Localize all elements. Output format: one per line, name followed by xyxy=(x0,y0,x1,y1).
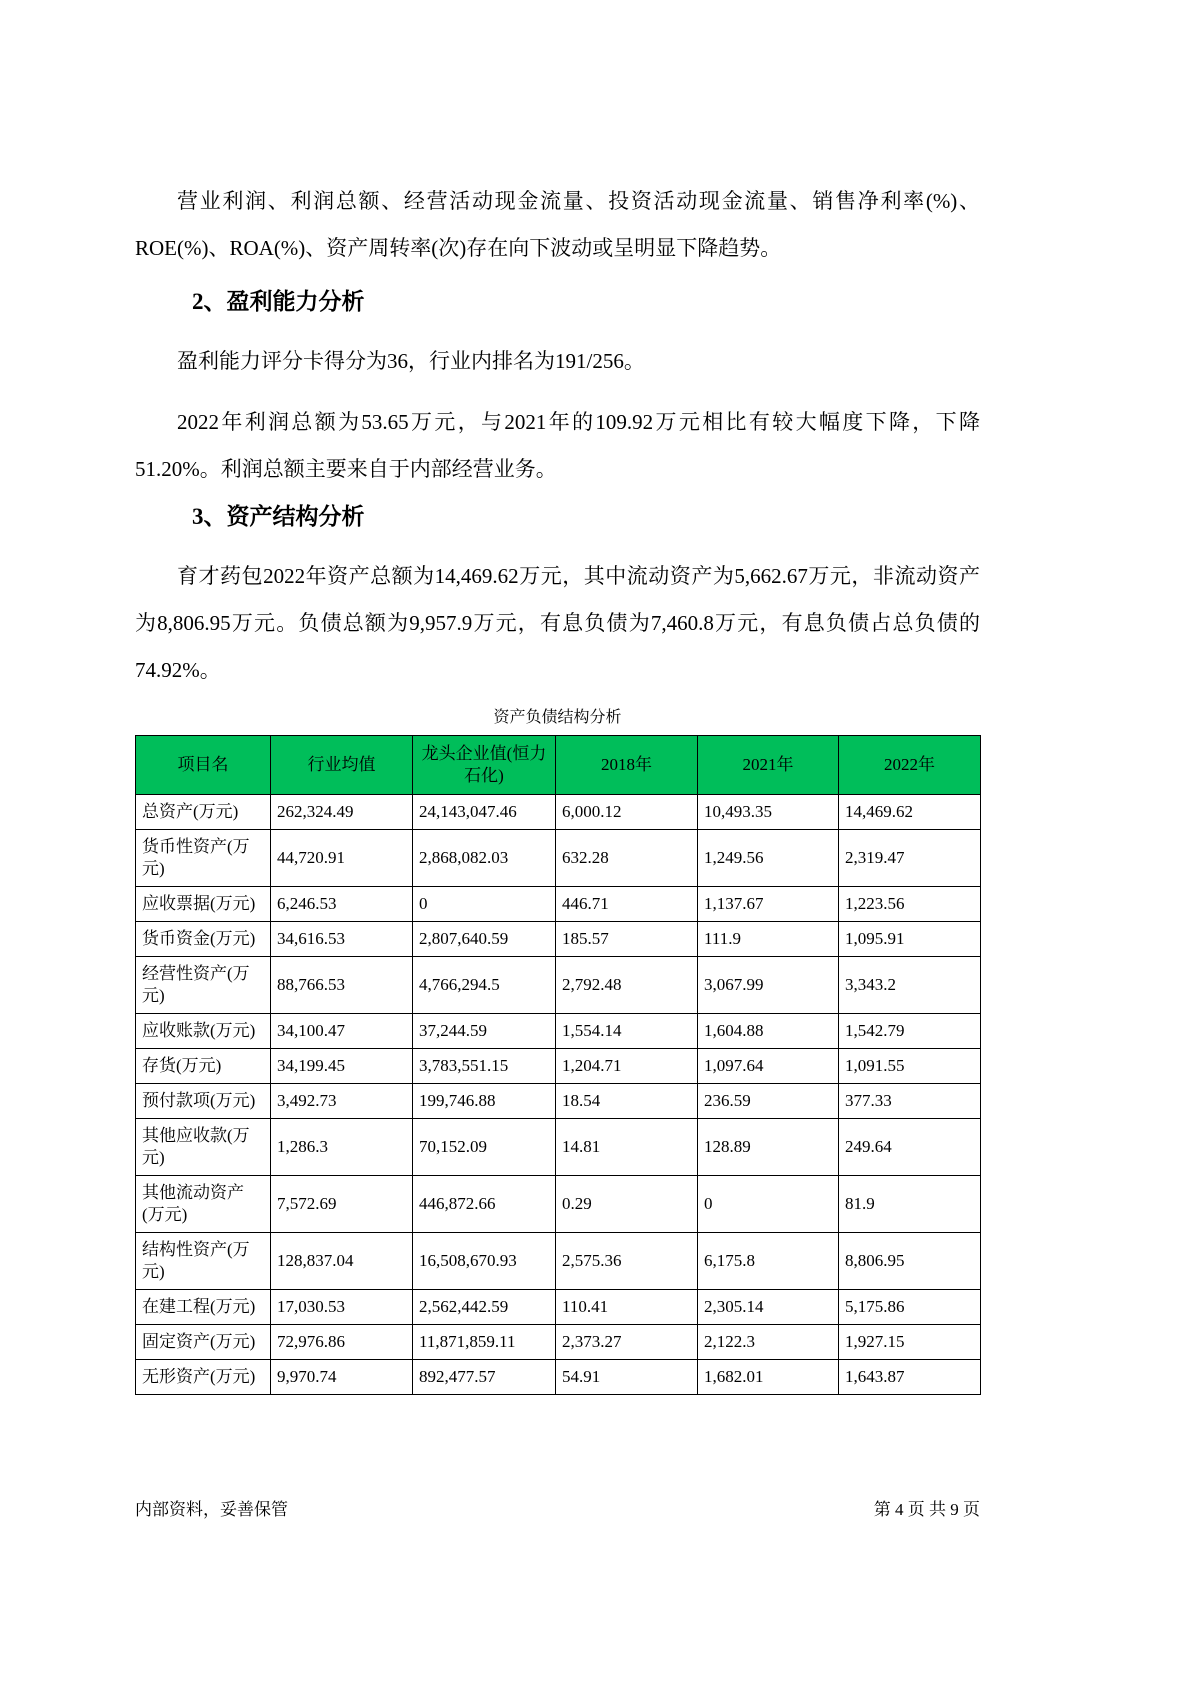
value-cell: 236.59 xyxy=(698,1084,839,1119)
row-label-cell: 应收票据(万元) xyxy=(136,887,271,922)
section-heading-profitability: 2、盈利能力分析 xyxy=(192,289,365,314)
column-header-industry-avg: 行业均值 xyxy=(271,736,413,795)
value-cell: 111.9 xyxy=(698,922,839,957)
value-cell: 9,970.74 xyxy=(271,1360,413,1395)
value-cell: 44,720.91 xyxy=(271,830,413,887)
row-label-cell: 无形资产(万元) xyxy=(136,1360,271,1395)
value-cell: 88,766.53 xyxy=(271,957,413,1014)
table-row xyxy=(136,1119,981,1176)
value-cell: 3,067.99 xyxy=(698,957,839,1014)
paragraph-asset-summary: 育才药包2022年资产总额为14,469.62万元，其中流动资产为5,662.67万元，非流动资产为8,806.95万元。负债总额为9,957.9万元，有息负债为7,460.8万元，有息负债占总负债的74.92%。 xyxy=(135,564,980,682)
value-cell: 3,492.73 xyxy=(271,1084,413,1119)
value-cell: 2,122.3 xyxy=(698,1325,839,1360)
value-cell: 1,643.87 xyxy=(839,1360,981,1395)
value-cell: 54.91 xyxy=(556,1360,698,1395)
value-cell: 1,682.01 xyxy=(698,1360,839,1395)
value-cell: 34,199.45 xyxy=(271,1049,413,1084)
value-cell: 2,792.48 xyxy=(556,957,698,1014)
value-cell: 185.57 xyxy=(556,922,698,957)
value-cell: 18.54 xyxy=(556,1084,698,1119)
column-header-2018: 2018年 xyxy=(556,736,698,795)
value-cell: 377.33 xyxy=(839,1084,981,1119)
value-cell: 1,204.71 xyxy=(556,1049,698,1084)
table-row xyxy=(136,922,981,957)
row-label-cell: 应收账款(万元) xyxy=(136,1014,271,1049)
value-cell: 34,616.53 xyxy=(271,922,413,957)
value-cell: 2,305.14 xyxy=(698,1290,839,1325)
value-cell: 892,477.57 xyxy=(413,1360,556,1395)
column-header-leader: 龙头企业值(恒力石化) xyxy=(413,736,556,795)
table-row xyxy=(136,1084,981,1119)
value-cell: 0.29 xyxy=(556,1176,698,1233)
paragraph-financial-trend: 营业利润、利润总额、经营活动现金流量、投资活动现金流量、销售净利率(%)、ROE(%)、ROA(%)、资产周转率(次)存在向下波动或呈明显下降趋势。 xyxy=(135,189,980,260)
value-cell: 11,871,859.11 xyxy=(413,1325,556,1360)
value-cell: 1,554.14 xyxy=(556,1014,698,1049)
row-label-cell: 固定资产(万元) xyxy=(136,1325,271,1360)
value-cell: 2,868,082.03 xyxy=(413,830,556,887)
value-cell: 6,000.12 xyxy=(556,795,698,830)
table-body xyxy=(136,795,981,1395)
footer-page-number: 第 4 页 共 9 页 xyxy=(873,1500,980,1519)
value-cell: 2,373.27 xyxy=(556,1325,698,1360)
row-label-cell: 货币性资产(万元) xyxy=(136,830,271,887)
table-row xyxy=(136,1325,981,1360)
row-label-cell: 货币资金(万元) xyxy=(136,922,271,957)
row-label-cell: 存货(万元) xyxy=(136,1049,271,1084)
value-cell: 6,246.53 xyxy=(271,887,413,922)
value-cell: 5,175.86 xyxy=(839,1290,981,1325)
value-cell: 4,766,294.5 xyxy=(413,957,556,1014)
table-row xyxy=(136,1014,981,1049)
value-cell: 17,030.53 xyxy=(271,1290,413,1325)
value-cell: 1,286.3 xyxy=(271,1119,413,1176)
value-cell: 0 xyxy=(413,887,556,922)
row-label-cell: 总资产(万元) xyxy=(136,795,271,830)
value-cell: 1,927.15 xyxy=(839,1325,981,1360)
value-cell: 16,508,670.93 xyxy=(413,1233,556,1290)
table-row xyxy=(136,1049,981,1084)
column-header-item: 项目名 xyxy=(136,736,271,795)
table-title: 资产负债结构分析 xyxy=(493,709,622,726)
paragraph-profitability-score: 盈利能力评分卡得分为36，行业内排名为191/256。 xyxy=(177,349,645,373)
table-row xyxy=(136,887,981,922)
value-cell: 446.71 xyxy=(556,887,698,922)
value-cell: 110.41 xyxy=(556,1290,698,1325)
value-cell: 3,783,551.15 xyxy=(413,1049,556,1084)
value-cell: 24,143,047.46 xyxy=(413,795,556,830)
value-cell: 1,097.64 xyxy=(698,1049,839,1084)
value-cell: 72,976.86 xyxy=(271,1325,413,1360)
table-row xyxy=(136,1360,981,1395)
value-cell: 81.9 xyxy=(839,1176,981,1233)
value-cell: 0 xyxy=(698,1176,839,1233)
table-row xyxy=(136,830,981,887)
value-cell: 1,542.79 xyxy=(839,1014,981,1049)
value-cell: 2,562,442.59 xyxy=(413,1290,556,1325)
value-cell: 262,324.49 xyxy=(271,795,413,830)
value-cell: 1,223.56 xyxy=(839,887,981,922)
row-label-cell: 在建工程(万元) xyxy=(136,1290,271,1325)
value-cell: 1,604.88 xyxy=(698,1014,839,1049)
footer-confidential-note: 内部资料，妥善保管 xyxy=(135,1500,288,1519)
paragraph-profit-total: 2022年利润总额为53.65万元，与2021年的109.92万元相比有较大幅度下降，下降51.20%。利润总额主要来自于内部经营业务。 xyxy=(135,410,980,481)
row-label-cell: 预付款项(万元) xyxy=(136,1084,271,1119)
table-row xyxy=(136,795,981,830)
value-cell: 1,091.55 xyxy=(839,1049,981,1084)
value-cell: 6,175.8 xyxy=(698,1233,839,1290)
page-footer xyxy=(135,1498,980,1522)
value-cell: 37,244.59 xyxy=(413,1014,556,1049)
value-cell: 128,837.04 xyxy=(271,1233,413,1290)
value-cell: 14.81 xyxy=(556,1119,698,1176)
value-cell: 2,319.47 xyxy=(839,830,981,887)
value-cell: 128.89 xyxy=(698,1119,839,1176)
value-cell: 14,469.62 xyxy=(839,795,981,830)
value-cell: 3,343.2 xyxy=(839,957,981,1014)
row-label-cell: 其他应收款(万元) xyxy=(136,1119,271,1176)
value-cell: 446,872.66 xyxy=(413,1176,556,1233)
column-header-2021: 2021年 xyxy=(698,736,839,795)
table-row xyxy=(136,957,981,1014)
value-cell: 34,100.47 xyxy=(271,1014,413,1049)
asset-liability-table xyxy=(135,735,981,1395)
value-cell: 1,137.67 xyxy=(698,887,839,922)
value-cell: 70,152.09 xyxy=(413,1119,556,1176)
row-label-cell: 经营性资产(万元) xyxy=(136,957,271,1014)
value-cell: 1,095.91 xyxy=(839,922,981,957)
row-label-cell: 其他流动资产(万元) xyxy=(136,1176,271,1233)
row-label-cell: 结构性资产(万元) xyxy=(136,1233,271,1290)
value-cell: 8,806.95 xyxy=(839,1233,981,1290)
value-cell: 249.64 xyxy=(839,1119,981,1176)
table-row xyxy=(136,1176,981,1233)
value-cell: 632.28 xyxy=(556,830,698,887)
value-cell: 1,249.56 xyxy=(698,830,839,887)
table-header-row xyxy=(136,736,981,795)
value-cell: 7,572.69 xyxy=(271,1176,413,1233)
table-row xyxy=(136,1233,981,1290)
value-cell: 2,807,640.59 xyxy=(413,922,556,957)
value-cell: 199,746.88 xyxy=(413,1084,556,1119)
value-cell: 10,493.35 xyxy=(698,795,839,830)
section-heading-asset-structure: 3、资产结构分析 xyxy=(192,504,365,529)
value-cell: 2,575.36 xyxy=(556,1233,698,1290)
column-header-2022: 2022年 xyxy=(839,736,981,795)
table-row xyxy=(136,1290,981,1325)
